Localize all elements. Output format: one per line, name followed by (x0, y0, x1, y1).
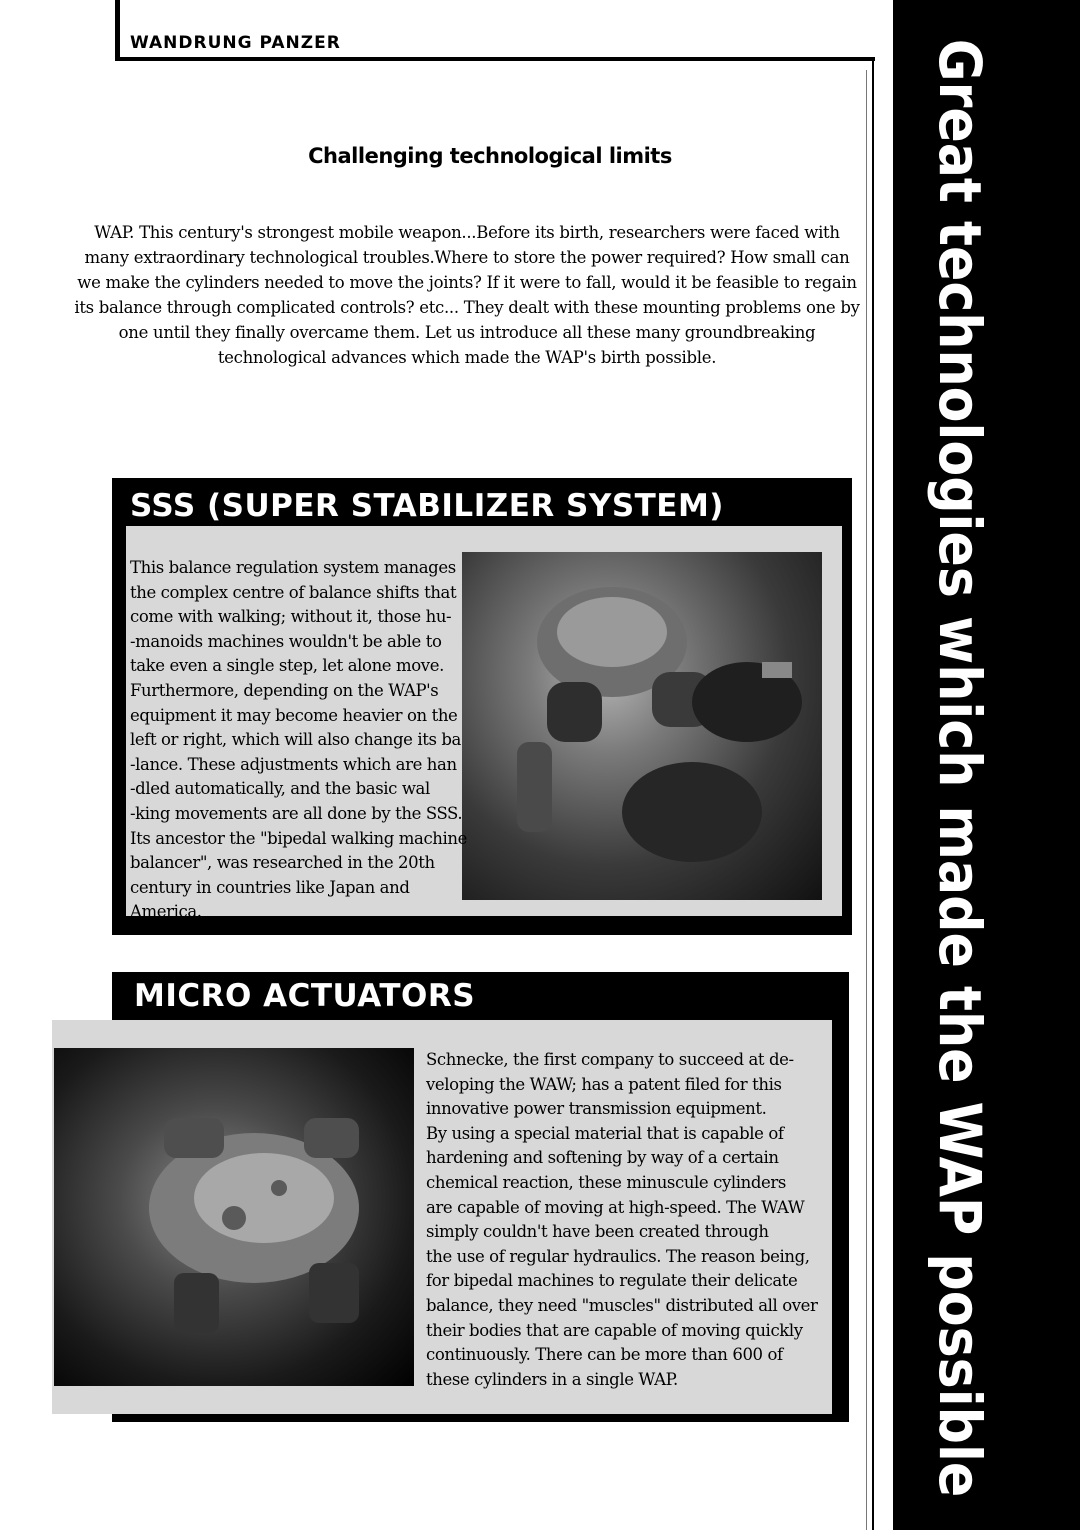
side-title-container (890, 38, 1030, 1497)
section-title: MICRO ACTUATORS (134, 978, 476, 1014)
section-title: SSS (SUPER STABILIZER SYSTEM) (130, 488, 724, 524)
header-rule (115, 57, 875, 61)
robot-illustration-icon (54, 1048, 414, 1386)
section-body-actuators: Schnecke, the first company to succeed at de- veloping the WAW; has a patent filed for this innovative power transmission equipment. By using a special material that is capable of hardening and softening by way of a certain chemical reaction, these minuscule cylinders are capable of moving at high-speed. The WAW simply couldn't have been created through the use of regular hydraulics. The reason being, for bipedal machines to regulate their delicate balance, they need "muscles" distributed all over their bodies that are capable of moving quickly continuously. There can be more than 600 of these cylinders in a single WAP. (426, 1050, 818, 1389)
robot-photo-actuators (54, 1048, 414, 1386)
running-header: WANDRUNG PANZER (130, 33, 341, 53)
page-frame-line (872, 57, 874, 1530)
side-title: Great technologies which made the WAP possible (926, 38, 994, 1497)
robot-photo-sss (462, 552, 822, 900)
intro-paragraph: WAP. This century's strongest mobile weapon...Before its birth, researchers were faced with many extraordinary technological troubles.Where to store the power required? How small can we make the cylinders needed to move the joints? If it were to fall, would it be feasible to regain its balance through complicated controls? etc... They dealt with these mounting problems one by one until they finally overcame them. Let us introduce all these many groundbreaking technological advances which made the WAP's birth possible. (74, 223, 860, 367)
page-frame-line-thin (866, 70, 867, 1530)
section-body-sss: This balance regulation system manages the complex centre of balance shifts that come with walking; without it, those hu- -manoids machines wouldn't be able to take even a single step, let alone move. Furthermore, depending on the WAP's equipment it may become heavier on the left or right, which will also change its ba -lance. These adjustments which are han -dled automatically, and the basic wal -king movements are all done by the SSS. Its ancestor the "bipedal walking machine balancer", was researched in the 20th century in countries like Japan and America. (130, 558, 468, 922)
header-accent-bar (115, 0, 120, 60)
intro-heading: Challenging technological limits (308, 144, 672, 168)
robot-illustration-icon (462, 552, 822, 900)
